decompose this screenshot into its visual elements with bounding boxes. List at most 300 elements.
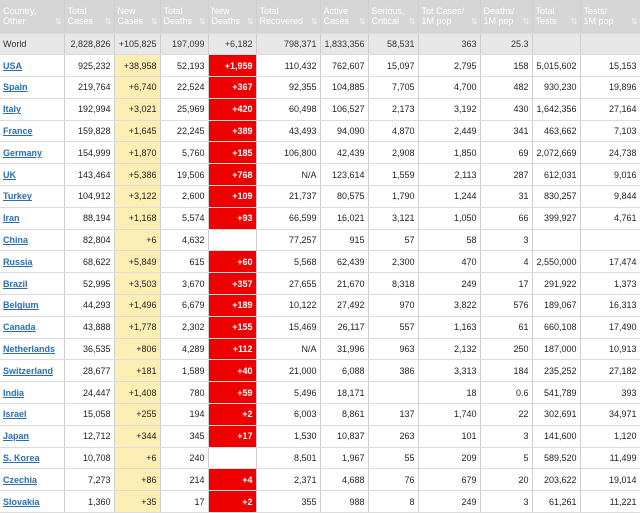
cell-total-tests: 203,622	[532, 469, 580, 491]
cell-deaths-per-1m: 3	[480, 491, 532, 513]
cell-total-deaths: 197,099	[160, 33, 208, 55]
cell-tests-per-1m: 16,313	[580, 295, 640, 317]
cell-new-deaths: +40	[208, 360, 256, 382]
cell-active-cases: 762,607	[320, 55, 368, 77]
table-row	[0, 251, 640, 273]
cell-deaths-per-1m: 61	[480, 316, 532, 338]
cell-new-deaths: +17	[208, 425, 256, 447]
column-header-active-cases[interactable]	[320, 0, 368, 33]
cell-tests-per-1m: 1,120	[580, 425, 640, 447]
cell-active-cases: 1,967	[320, 447, 368, 469]
cell-country	[0, 142, 64, 164]
table-row	[0, 404, 640, 426]
column-header-label: New	[211, 6, 230, 17]
cell-new-deaths: +1,959	[208, 55, 256, 77]
table-row	[0, 273, 640, 295]
cell-active-cases: 27,492	[320, 295, 368, 317]
cell-active-cases: 16,021	[320, 207, 368, 229]
cell-cases-per-1m: 2,795	[418, 55, 480, 77]
cell-active-cases: 42,439	[320, 142, 368, 164]
cell-cases-per-1m: 4,700	[418, 77, 480, 99]
cell-new-cases: +181	[114, 360, 160, 382]
country-link[interactable]: Germany	[3, 147, 43, 158]
cell-cases-per-1m: 1,050	[418, 207, 480, 229]
cell-deaths-per-1m: 17	[480, 273, 532, 295]
cell-total-deaths: 2,302	[160, 316, 208, 338]
cell-country	[0, 77, 64, 99]
column-header-label: Recovered	[259, 16, 304, 27]
cell-tests-per-1m: 19,896	[580, 77, 640, 99]
cell-cases-per-1m: 58	[418, 229, 480, 251]
sort-icon[interactable]: ⇅	[470, 16, 478, 26]
cell-total-recovered: 60,498	[256, 98, 320, 120]
cell-new-deaths: +109	[208, 186, 256, 208]
column-header-total-recovered[interactable]	[256, 0, 320, 33]
table-row	[0, 295, 640, 317]
cell-new-deaths: +60	[208, 251, 256, 273]
cell-total-recovered: 798,371	[256, 33, 320, 55]
table-body	[0, 33, 640, 513]
cell-deaths-per-1m: 184	[480, 360, 532, 382]
column-header-label: Country,	[3, 6, 37, 17]
world-row	[0, 33, 640, 55]
cell-new-deaths: +112	[208, 338, 256, 360]
cell-serious-critical: 8	[368, 491, 418, 513]
cell-new-cases: +105,825	[114, 33, 160, 55]
cell-country	[0, 164, 64, 186]
cell-new-cases: +1,778	[114, 316, 160, 338]
column-header-new-deaths[interactable]	[208, 0, 256, 33]
cell-cases-per-1m: 18	[418, 382, 480, 404]
cell-total-cases: 154,999	[64, 142, 114, 164]
cell-new-deaths: +2	[208, 404, 256, 426]
cell-total-recovered: 110,432	[256, 55, 320, 77]
cell-new-deaths: +6,182	[208, 33, 256, 55]
country-link[interactable]: Czechia	[3, 474, 38, 485]
cell-serious-critical: 263	[368, 425, 418, 447]
cell-cases-per-1m: 1,163	[418, 316, 480, 338]
column-header-total-cases[interactable]	[64, 0, 114, 33]
cell-cases-per-1m: 2,449	[418, 120, 480, 142]
cell-country	[0, 491, 64, 513]
column-header-total-deaths[interactable]	[160, 0, 208, 33]
cell-total-deaths: 52,193	[160, 55, 208, 77]
cell-active-cases: 4,688	[320, 469, 368, 491]
cell-active-cases: 21,670	[320, 273, 368, 295]
country-link[interactable]: Turkey	[3, 191, 32, 202]
column-header-label: Active	[323, 6, 349, 17]
cell-new-cases: +6	[114, 447, 160, 469]
country-link[interactable]: Iran	[3, 213, 20, 224]
cell-serious-critical: 970	[368, 295, 418, 317]
cell-serious-critical: 557	[368, 316, 418, 338]
cell-country	[0, 316, 64, 338]
table-row	[0, 360, 640, 382]
sort-icon[interactable]: ⇅	[358, 16, 366, 26]
table-row	[0, 447, 640, 469]
cell-country	[0, 55, 64, 77]
cell-new-cases: +6,740	[114, 77, 160, 99]
cell-cases-per-1m: 249	[418, 491, 480, 513]
cell-total-deaths: 240	[160, 447, 208, 469]
cell-total-cases: 159,828	[64, 120, 114, 142]
sort-icon[interactable]: ⇅	[570, 16, 578, 26]
cell-tests-per-1m: 17,474	[580, 251, 640, 273]
cell-total-deaths: 22,245	[160, 120, 208, 142]
cell-serious-critical: 55	[368, 447, 418, 469]
cell-total-tests: 1,642,356	[532, 98, 580, 120]
cell-total-tests: 291,922	[532, 273, 580, 295]
cell-country	[0, 207, 64, 229]
column-header-label: Serious,	[371, 6, 405, 17]
cell-total-cases: 219,764	[64, 77, 114, 99]
cell-active-cases: 104,885	[320, 77, 368, 99]
cell-total-deaths: 4,632	[160, 229, 208, 251]
sort-icon[interactable]: ⇅	[408, 16, 416, 26]
cell-total-tests: 399,927	[532, 207, 580, 229]
cell-cases-per-1m: 1,244	[418, 186, 480, 208]
column-header-serious-critical[interactable]	[368, 0, 418, 33]
cell-new-cases: +1,645	[114, 120, 160, 142]
cell-tests-per-1m: 10,913	[580, 338, 640, 360]
cell-total-tests: 2,072,669	[532, 142, 580, 164]
cell-total-recovered: 15,469	[256, 316, 320, 338]
cell-serious-critical: 137	[368, 404, 418, 426]
cell-new-cases: +5,386	[114, 164, 160, 186]
cell-serious-critical: 7,705	[368, 77, 418, 99]
cell-deaths-per-1m: 482	[480, 77, 532, 99]
cell-total-deaths: 5,574	[160, 207, 208, 229]
column-header-label: Deaths/	[483, 6, 515, 17]
cell-total-cases: 2,828,826	[64, 33, 114, 55]
cell-deaths-per-1m: 69	[480, 142, 532, 164]
cell-deaths-per-1m: 66	[480, 207, 532, 229]
column-header-label: Total	[259, 6, 279, 17]
column-header-label: Cases	[117, 16, 144, 27]
cell-total-recovered: 106,800	[256, 142, 320, 164]
table-row	[0, 229, 640, 251]
cell-deaths-per-1m: 158	[480, 55, 532, 77]
cell-total-tests	[532, 33, 580, 55]
cell-new-cases: +6	[114, 229, 160, 251]
cell-total-tests: 463,662	[532, 120, 580, 142]
cell-tests-per-1m: 15,153	[580, 55, 640, 77]
cell-country	[0, 273, 64, 295]
cell-new-deaths: +4	[208, 469, 256, 491]
cell-cases-per-1m: 2,132	[418, 338, 480, 360]
sort-icon[interactable]: ⇅	[104, 16, 112, 26]
cell-total-recovered: 5,568	[256, 251, 320, 273]
cell-new-cases: +1,168	[114, 207, 160, 229]
table-row	[0, 77, 640, 99]
country-link[interactable]: Israel	[3, 409, 27, 420]
cell-tests-per-1m	[580, 229, 640, 251]
cell-total-deaths: 4,289	[160, 338, 208, 360]
cell-deaths-per-1m: 430	[480, 98, 532, 120]
column-header-label: Tests/	[583, 6, 608, 17]
cell-cases-per-1m: 2,113	[418, 164, 480, 186]
cell-total-recovered: 2,371	[256, 469, 320, 491]
country-link[interactable]: France	[3, 126, 33, 137]
cell-cases-per-1m: 679	[418, 469, 480, 491]
cell-active-cases: 62,439	[320, 251, 368, 273]
cell-total-cases: 7,273	[64, 469, 114, 491]
cell-new-deaths: +185	[208, 142, 256, 164]
cell-total-deaths: 25,969	[160, 98, 208, 120]
cell-active-cases: 915	[320, 229, 368, 251]
cell-total-recovered: 27,655	[256, 273, 320, 295]
cell-total-cases: 88,194	[64, 207, 114, 229]
sort-icon[interactable]: ⇅	[198, 16, 206, 26]
cell-country	[0, 186, 64, 208]
cell-cases-per-1m: 1,850	[418, 142, 480, 164]
country-link[interactable]: Slovakia	[3, 496, 40, 507]
cell-total-cases: 192,994	[64, 98, 114, 120]
table-row	[0, 120, 640, 142]
column-header-total-tests[interactable]	[532, 0, 580, 33]
cell-total-deaths: 780	[160, 382, 208, 404]
sort-icon[interactable]: ⇅	[630, 16, 638, 26]
country-link[interactable]: Switzerland	[3, 365, 54, 376]
sort-icon[interactable]: ⇅	[150, 16, 158, 26]
cell-new-cases: +3,122	[114, 186, 160, 208]
cell-deaths-per-1m: 22	[480, 404, 532, 426]
cell-deaths-per-1m: 287	[480, 164, 532, 186]
cell-total-recovered: 1,530	[256, 425, 320, 447]
cell-total-cases: 10,708	[64, 447, 114, 469]
cell-cases-per-1m: 363	[418, 33, 480, 55]
cell-total-tests: 61,261	[532, 491, 580, 513]
cell-serious-critical: 3,121	[368, 207, 418, 229]
cell-total-deaths: 214	[160, 469, 208, 491]
country-link[interactable]: Netherlands	[3, 344, 56, 355]
sort-icon[interactable]: ⇅	[310, 16, 318, 26]
cell-total-deaths: 5,760	[160, 142, 208, 164]
cell-tests-per-1m: 17,490	[580, 316, 640, 338]
cell-new-deaths: +2	[208, 491, 256, 513]
cell-total-recovered: 5,496	[256, 382, 320, 404]
cell-deaths-per-1m: 0.6	[480, 382, 532, 404]
cell-country: World	[0, 33, 64, 55]
cell-total-recovered: 21,737	[256, 186, 320, 208]
country-link[interactable]: Spain	[3, 82, 28, 93]
cell-tests-per-1m: 4,761	[580, 207, 640, 229]
cell-new-deaths	[208, 447, 256, 469]
cell-serious-critical: 1,559	[368, 164, 418, 186]
cell-new-cases: +5,849	[114, 251, 160, 273]
cell-active-cases: 10,837	[320, 425, 368, 447]
cell-serious-critical: 58,531	[368, 33, 418, 55]
country-link[interactable]: Belgium	[3, 300, 39, 311]
column-header-label: 1M pop	[583, 16, 614, 27]
cell-active-cases: 123,614	[320, 164, 368, 186]
cell-new-deaths: +93	[208, 207, 256, 229]
cell-tests-per-1m: 1,373	[580, 273, 640, 295]
cell-serious-critical: 8,318	[368, 273, 418, 295]
country-link[interactable]: UK	[3, 169, 16, 180]
country-link[interactable]: Italy	[3, 104, 22, 115]
cell-tests-per-1m: 24,738	[580, 142, 640, 164]
cell-total-cases: 36,535	[64, 338, 114, 360]
table-row	[0, 316, 640, 338]
cell-country	[0, 229, 64, 251]
cell-total-recovered: N/A	[256, 338, 320, 360]
cell-total-cases: 43,888	[64, 316, 114, 338]
cell-deaths-per-1m: 20	[480, 469, 532, 491]
table-row	[0, 338, 640, 360]
column-header-label: Tot Cases/	[421, 6, 465, 17]
sort-icon[interactable]: ⇅	[246, 16, 254, 26]
cell-cases-per-1m: 1,740	[418, 404, 480, 426]
cell-total-tests	[532, 229, 580, 251]
cell-total-deaths: 6,679	[160, 295, 208, 317]
country-link[interactable]: Canada	[3, 322, 36, 333]
cell-country	[0, 360, 64, 382]
cell-total-tests: 235,252	[532, 360, 580, 382]
cell-active-cases: 6,088	[320, 360, 368, 382]
cell-new-deaths: +420	[208, 98, 256, 120]
cell-tests-per-1m: 393	[580, 382, 640, 404]
cell-total-deaths: 194	[160, 404, 208, 426]
column-header-cases-per-1m[interactable]	[418, 0, 480, 33]
header-row	[0, 0, 640, 33]
cell-total-deaths: 2,600	[160, 186, 208, 208]
cell-total-cases: 52,995	[64, 273, 114, 295]
cell-new-deaths	[208, 229, 256, 251]
cell-total-tests: 589,520	[532, 447, 580, 469]
cell-active-cases: 94,090	[320, 120, 368, 142]
cell-cases-per-1m: 249	[418, 273, 480, 295]
cell-new-deaths: +155	[208, 316, 256, 338]
cell-country	[0, 338, 64, 360]
cell-total-recovered: N/A	[256, 164, 320, 186]
country-link[interactable]: India	[3, 387, 25, 398]
cell-active-cases: 31,996	[320, 338, 368, 360]
cell-total-cases: 15,058	[64, 404, 114, 426]
cell-tests-per-1m: 11,499	[580, 447, 640, 469]
cell-new-cases: +38,958	[114, 55, 160, 77]
cell-new-cases: +344	[114, 425, 160, 447]
cell-total-deaths: 345	[160, 425, 208, 447]
cell-deaths-per-1m: 341	[480, 120, 532, 142]
column-header-label: Total	[535, 6, 555, 17]
country-link[interactable]: Japan	[3, 431, 30, 442]
column-header-label: Cases	[323, 16, 350, 27]
cell-total-tests: 930,230	[532, 77, 580, 99]
cell-total-tests: 830,257	[532, 186, 580, 208]
cell-deaths-per-1m: 25.3	[480, 33, 532, 55]
table-row	[0, 469, 640, 491]
cell-total-cases: 44,293	[64, 295, 114, 317]
table-row	[0, 55, 640, 77]
cell-total-tests: 141,600	[532, 425, 580, 447]
cell-tests-per-1m: 11,221	[580, 491, 640, 513]
country-link[interactable]: Brazil	[3, 278, 28, 289]
cell-tests-per-1m	[580, 33, 640, 55]
cell-cases-per-1m: 3,192	[418, 98, 480, 120]
country-link[interactable]: S. Korea	[3, 453, 40, 464]
sort-icon[interactable]: ⇅	[522, 16, 530, 26]
cell-total-recovered: 10,122	[256, 295, 320, 317]
cell-total-cases: 28,677	[64, 360, 114, 382]
cell-total-cases: 68,622	[64, 251, 114, 273]
cell-cases-per-1m: 3,313	[418, 360, 480, 382]
cell-deaths-per-1m: 5	[480, 447, 532, 469]
cell-country	[0, 295, 64, 317]
column-header-country[interactable]	[0, 0, 64, 33]
cell-country	[0, 98, 64, 120]
column-header-label: Total	[163, 6, 183, 17]
cell-active-cases: 18,171	[320, 382, 368, 404]
cell-total-recovered: 21,000	[256, 360, 320, 382]
cell-new-cases: +3,503	[114, 273, 160, 295]
table-row	[0, 382, 640, 404]
column-header-label: 1M pop	[483, 16, 514, 27]
cell-tests-per-1m: 7,103	[580, 120, 640, 142]
cell-serious-critical: 57	[368, 229, 418, 251]
cell-active-cases: 8,861	[320, 404, 368, 426]
cell-new-cases: +1,870	[114, 142, 160, 164]
table-row	[0, 491, 640, 513]
cell-tests-per-1m: 34,971	[580, 404, 640, 426]
cell-serious-critical: 2,908	[368, 142, 418, 164]
cell-serious-critical: 15,097	[368, 55, 418, 77]
cell-total-cases: 24,447	[64, 382, 114, 404]
cell-deaths-per-1m: 3	[480, 229, 532, 251]
country-link[interactable]: China	[3, 235, 29, 246]
cell-country	[0, 382, 64, 404]
country-link[interactable]: USA	[3, 60, 23, 71]
table-row	[0, 164, 640, 186]
table-row	[0, 186, 640, 208]
cell-total-cases: 104,912	[64, 186, 114, 208]
cell-total-tests: 541,789	[532, 382, 580, 404]
cell-total-tests: 612,031	[532, 164, 580, 186]
cell-total-recovered: 43,493	[256, 120, 320, 142]
cell-deaths-per-1m: 250	[480, 338, 532, 360]
country-link[interactable]: Russia	[3, 256, 33, 267]
cell-deaths-per-1m: 576	[480, 295, 532, 317]
cell-active-cases: 988	[320, 491, 368, 513]
cell-new-cases: +255	[114, 404, 160, 426]
cell-active-cases: 106,527	[320, 98, 368, 120]
cell-new-deaths: +59	[208, 382, 256, 404]
column-header-new-cases[interactable]	[114, 0, 160, 33]
cell-new-cases: +1,496	[114, 295, 160, 317]
cell-total-deaths: 1,589	[160, 360, 208, 382]
cell-total-recovered: 8,501	[256, 447, 320, 469]
column-header-label: Cases	[67, 16, 94, 27]
cell-cases-per-1m: 101	[418, 425, 480, 447]
sort-icon[interactable]: ⇅	[54, 16, 62, 26]
cell-country	[0, 251, 64, 273]
cell-total-tests: 187,000	[532, 338, 580, 360]
cell-new-deaths: +189	[208, 295, 256, 317]
cell-tests-per-1m: 9,844	[580, 186, 640, 208]
cell-total-deaths: 615	[160, 251, 208, 273]
cell-serious-critical: 2,173	[368, 98, 418, 120]
column-header-deaths-per-1m[interactable]	[480, 0, 532, 33]
column-header-tests-per-1m[interactable]	[580, 0, 640, 33]
cell-total-recovered: 66,599	[256, 207, 320, 229]
cell-active-cases: 1,833,356	[320, 33, 368, 55]
table-row	[0, 98, 640, 120]
column-header-label: New	[117, 6, 136, 17]
cell-country	[0, 425, 64, 447]
column-header-label: 1M pop	[421, 16, 452, 27]
column-header-label: Critical	[371, 16, 400, 27]
cell-total-recovered: 355	[256, 491, 320, 513]
